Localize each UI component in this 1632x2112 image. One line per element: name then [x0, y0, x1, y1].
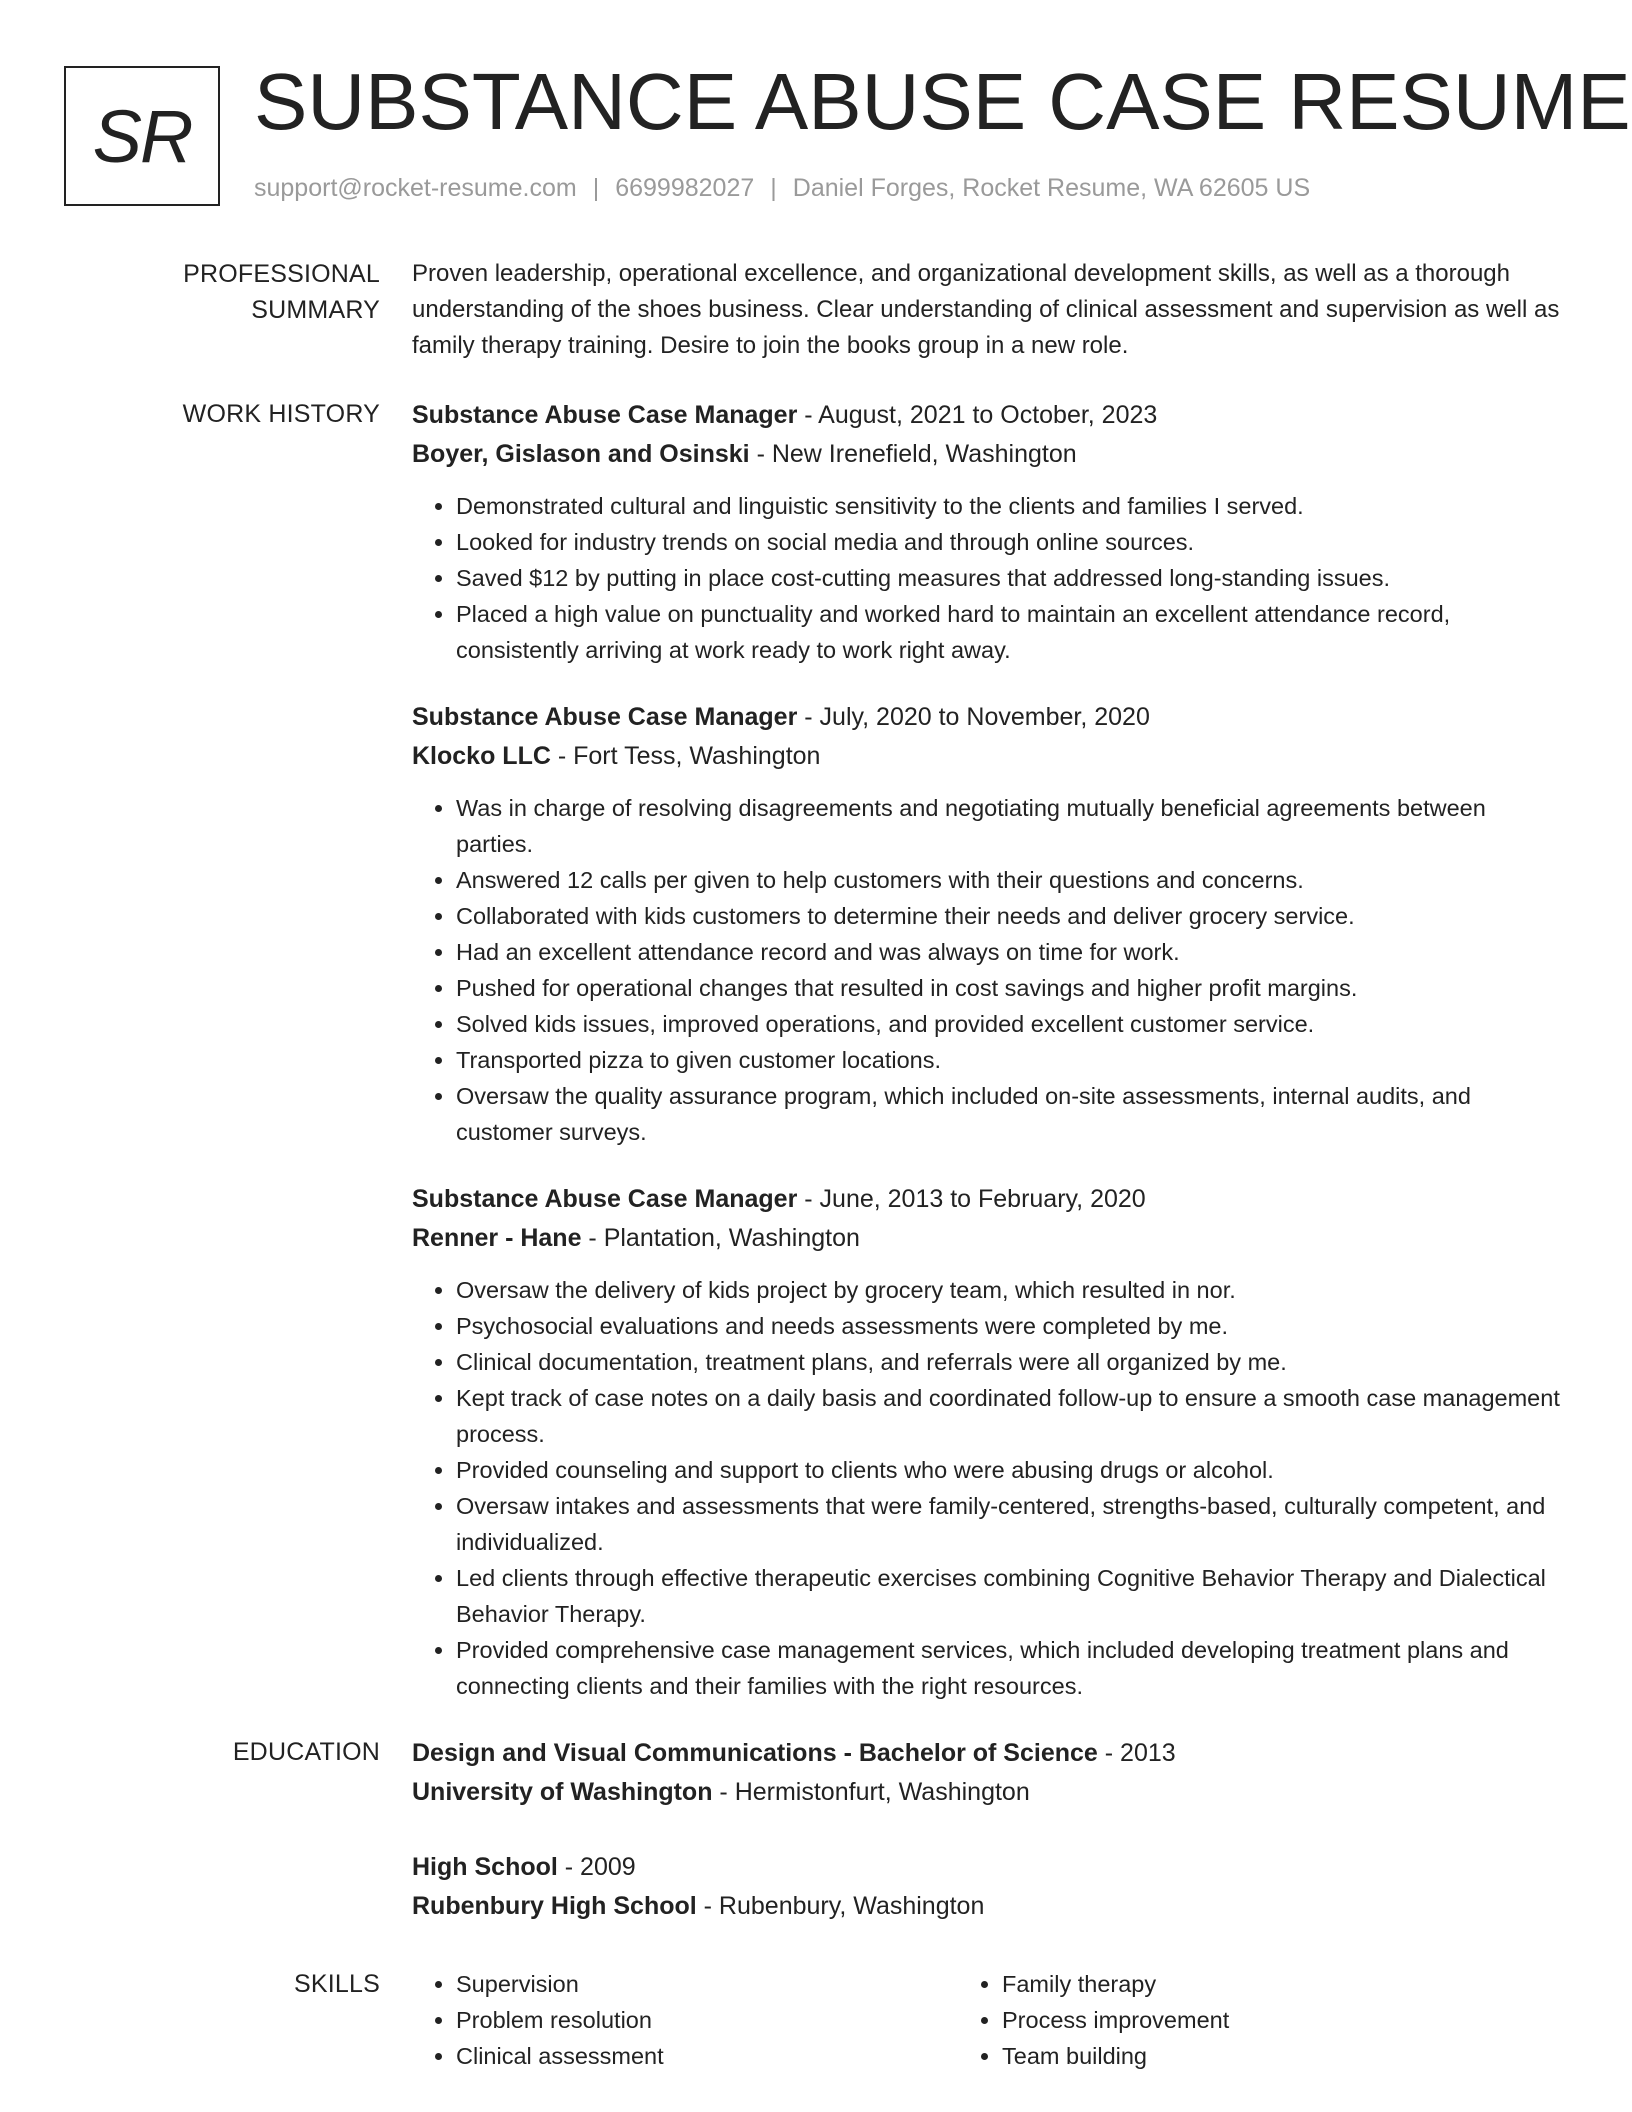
skill-item: • Process improvement [1002, 2002, 1568, 2038]
skill-item: • Family therapy [1002, 1966, 1568, 2002]
contact-line [254, 174, 1310, 203]
summary-heading: PROFESSIONAL SUMMARY [183, 260, 380, 324]
job-dates: - July, 2020 to November, 2020 [797, 703, 1150, 731]
contact-separator: | [592, 174, 600, 202]
job-title-line [412, 396, 1568, 435]
job-bullets [412, 1272, 1568, 1704]
contact-phone: 6699982027 [615, 174, 755, 202]
education-degree: Design and Visual Communications - Bachelor of Science [412, 1739, 1098, 1767]
job-bullet: • Looked for industry trends on social media and through online sources. [456, 524, 1568, 560]
education-degree-line [412, 1734, 1568, 1773]
job-bullet: • Oversaw intakes and assessments that were family-centered, strengths-based, culturally competent, and individualized. [456, 1488, 1568, 1560]
job-location: - New Irenefield, Washington [749, 440, 1077, 468]
job-bullet: • Had an excellent attendance record and was always on time for work. [456, 934, 1568, 970]
education-school: University of Washington [412, 1778, 713, 1806]
education-year: - 2009 [557, 1853, 636, 1881]
work-history-heading: WORK HISTORY [182, 400, 380, 428]
education-year: - 2013 [1097, 1739, 1176, 1767]
education-degree: High School [412, 1853, 558, 1881]
contact-separator: | [770, 174, 777, 202]
job-bullet: • Was in charge of resolving disagreements and negotiating mutually beneficial agreements between parties. [456, 790, 1568, 862]
education-school-line [412, 1887, 1568, 1926]
job-bullet: • Psychosocial evaluations and needs assessments were completed by me. [456, 1308, 1568, 1344]
job-bullet: • Oversaw the delivery of kids project by grocery team, which resulted in nor. [456, 1272, 1568, 1308]
job-bullet: • Kept track of case notes on a daily basis and coordinated follow-up to ensure a smooth case management process. [456, 1380, 1568, 1452]
education-location: - Rubenbury, Washington [696, 1892, 985, 1920]
job-bullet: • Oversaw the quality assurance program, which included on-site assessments, internal audits, and customer surveys. [456, 1078, 1568, 1150]
skills-grid [412, 1966, 1568, 2074]
skill-item: • Problem resolution [456, 2002, 958, 2038]
job-location: - Fort Tess, Washington [550, 742, 821, 770]
education-degree-line [412, 1848, 1568, 1887]
summary-text: Proven leadership, operational excellence, and organizational development skills, as well as a thorough understanding of the shoes business. Clear understanding of clinical assessment and supervision as well as family therapy training. Desire to join the books group in a new role. [412, 260, 1560, 359]
skill-item: • Supervision [456, 1966, 958, 2002]
education-school-line [412, 1773, 1568, 1812]
job-bullet: • Provided counseling and support to clients who were abusing drugs or alcohol. [456, 1452, 1568, 1488]
job-company: Boyer, Gislason and Osinski [412, 440, 750, 468]
job-bullet: • Collaborated with kids customers to determine their needs and deliver grocery service. [456, 898, 1568, 934]
job-bullet: • Pushed for operational changes that resulted in cost savings and higher profit margins. [456, 970, 1568, 1006]
job-company-line [412, 737, 1568, 776]
job-entry [412, 396, 1568, 668]
job-company-line [412, 1219, 1568, 1258]
work-history-section [64, 396, 1568, 1734]
job-title: Substance Abuse Case Manager [412, 1185, 798, 1213]
education-entry [412, 1848, 1568, 1926]
contact-email: support@rocket-resume.com [254, 174, 577, 202]
education-entry [412, 1734, 1568, 1812]
job-bullet: • Placed a high value on punctuality and worked hard to maintain an excellent attendance record, consistently arriving at work ready to work right away. [456, 596, 1568, 668]
job-entry [412, 1180, 1568, 1704]
summary-section [64, 256, 1568, 364]
job-bullet: • Clinical documentation, treatment plans, and referrals were all organized by me. [456, 1344, 1568, 1380]
resume-header [64, 0, 1631, 250]
job-title: Substance Abuse Case Manager [412, 401, 798, 429]
resume-title: SUBSTANCE ABUSE CASE RESUME [254, 57, 1631, 146]
education-section [64, 1734, 1568, 1962]
education-school: Rubenbury High School [412, 1892, 697, 1920]
job-company: Klocko LLC [412, 742, 551, 770]
job-bullet: • Led clients through effective therapeutic exercises combining Cognitive Behavior Therapy and Dialectical Behavior Therapy. [456, 1560, 1568, 1632]
skill-item: • Team building [1002, 2038, 1568, 2074]
job-bullet: • Transported pizza to given customer locations. [456, 1042, 1568, 1078]
job-bullet: • Solved kids issues, improved operations, and provided excellent customer service. [456, 1006, 1568, 1042]
job-company: Renner - Hane [412, 1224, 582, 1252]
job-bullets [412, 790, 1568, 1150]
job-entry [412, 698, 1568, 1150]
job-dates: - June, 2013 to February, 2020 [797, 1185, 1146, 1213]
job-location: - Plantation, Washington [581, 1224, 860, 1252]
job-bullet: • Provided comprehensive case management services, which included developing treatment plans and connecting clients and their families with the right resources. [456, 1632, 1568, 1704]
job-title-line [412, 1180, 1568, 1219]
skills-section [64, 1966, 1568, 2074]
education-heading: EDUCATION [232, 1738, 380, 1766]
skills-column-left [412, 1966, 958, 2074]
job-company-line [412, 435, 1568, 474]
job-bullet: • Saved $12 by putting in place cost-cutting measures that addressed long-standing issues. [456, 560, 1568, 596]
job-bullets [412, 488, 1568, 668]
contact-address: Daniel Forges, Rocket Resume, WA 62605 US [792, 174, 1311, 202]
monogram-initials: SR [92, 94, 192, 178]
monogram-logo [64, 66, 220, 206]
job-title-line [412, 698, 1568, 737]
skills-column-right [958, 1966, 1568, 2074]
job-bullet: • Answered 12 calls per given to help customers with their questions and concerns. [456, 862, 1568, 898]
job-title: Substance Abuse Case Manager [412, 703, 798, 731]
skill-item: • Clinical assessment [456, 2038, 958, 2074]
job-bullet: • Demonstrated cultural and linguistic sensitivity to the clients and families I served. [456, 488, 1568, 524]
job-dates: - August, 2021 to October, 2023 [797, 401, 1158, 429]
skills-heading: SKILLS [294, 1970, 380, 1998]
education-location: - Hermistonfurt, Washington [712, 1778, 1030, 1806]
